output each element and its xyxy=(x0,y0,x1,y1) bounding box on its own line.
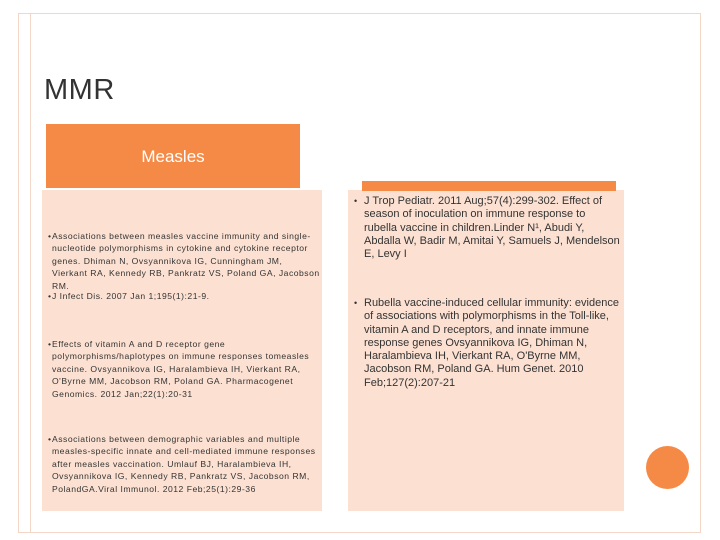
bullet-icon: • xyxy=(48,291,52,301)
slide-title: MMR xyxy=(44,74,115,106)
measles-ref-2 xyxy=(48,290,320,302)
bullet-icon: • xyxy=(354,298,358,308)
decorative-circle xyxy=(646,446,689,489)
rubella-ref-2 xyxy=(354,297,620,390)
measles-ref-1 xyxy=(48,230,320,292)
measles-ref-2-text: J Infect Dis. 2007 Jan 1;195(1):21-9. xyxy=(52,291,210,301)
rubella-ref-2-text: Rubella vaccine-induced cellular immunity: evidence of associations with polymorphisms in the Toll-like, vitamin A and D receptors, and innate immune response genes Ovsyannikova IG, Dhiman N, Haralambieva IH, Vierkant RA, O'Byrne MM, Jacobson RM, Poland GA. Hum Genet. 2010 Feb;127(2):207-21 xyxy=(364,297,619,389)
measles-ref-3-text: Effects of vitamin A and D receptor gene polymorphisms/haplotypes on immune responses tomeasles vaccine. Ovsyannikova IG, Haralambieva IH, Vierkant RA, O'Byrne MM, Jacobson RM, Poland GA. Pharmacogenet Genomics. 2012 Jan;22(1):20-31 xyxy=(52,339,310,399)
rubella-ref-1 xyxy=(354,195,620,261)
measles-header xyxy=(46,124,300,188)
measles-ref-4 xyxy=(48,433,320,495)
measles-ref-3 xyxy=(48,338,320,400)
bullet-icon: • xyxy=(48,434,52,444)
measles-ref-1-text: Associations between measles vaccine immunity and single-nucleotide polymorphisms in cytokine and cytokine receptor genes. Dhiman N, Ovsyannikova IG, Cunningham JM, Vierkant RA, Kennedy RB, Pankratz VS, Poland GA, Jacobson RM. xyxy=(52,231,320,291)
bullet-icon: • xyxy=(354,196,358,206)
bullet-icon: • xyxy=(48,231,52,241)
rubella-ref-1-text: J Trop Pediatr. 2011 Aug;57(4):299-302. Effect of season of inoculation on immune response to rubella vaccine in children.Linder N¹, Abudi Y, Abdalla W, Badir M, Amitai Y, Samuels J, Mendelson E, Levy I xyxy=(364,195,620,261)
bullet-icon: • xyxy=(48,339,52,349)
measles-header-label: Measles xyxy=(141,147,205,166)
measles-ref-4-text: Associations between demographic variables and multiple measles-specific innate and cell-mediated immune responses after measles vaccination. Umlauf BJ, Haralambieva IH, Ovsyannikova IG, Kennedy RB, Pankratz VS, Jacobson RM, PolandGA.Viral Immunol. 2012 Feb;25(1):29-36 xyxy=(52,434,316,494)
rubella-header xyxy=(362,181,616,191)
slide-left-rule xyxy=(30,13,31,533)
